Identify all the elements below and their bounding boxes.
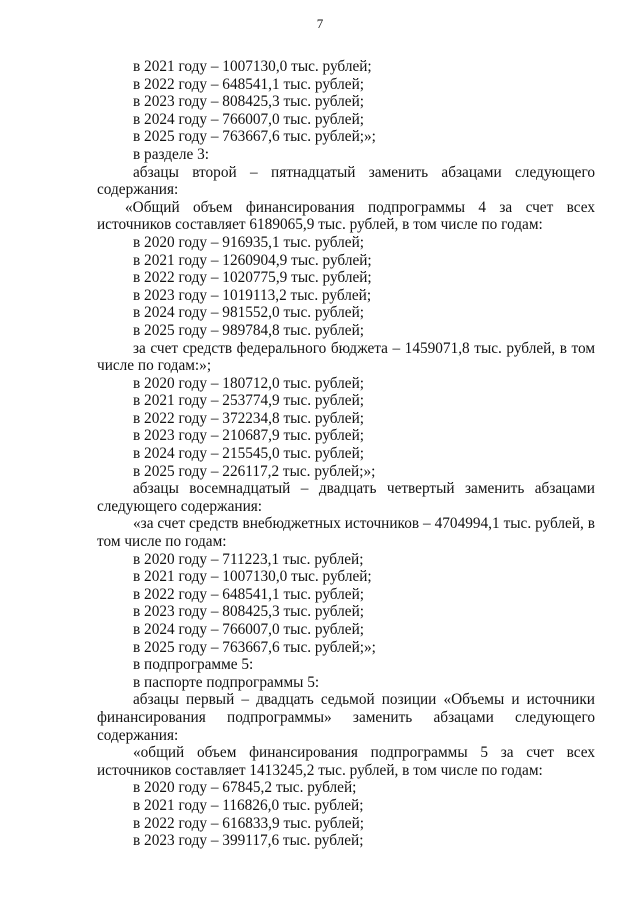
text-line: абзацы первый – двадцать седьмой позиции «Объемы и источники (133, 691, 595, 709)
text-line: в подпрограмме 5: (133, 656, 254, 674)
text-line: абзацы второй – пятнадцатый заменить абзацами следующего (133, 163, 595, 181)
text-line: в 2020 году – 67845,2 тыс. рублей; (133, 779, 357, 797)
text-line: за счет средств федерального бюджета – 1459071,8 тыс. рублей, в том (133, 339, 595, 357)
text-line: в 2024 году – 981552,0 тыс. рублей; (133, 304, 365, 322)
text-line: в 2023 году – 808425,3 тыс. рублей; (133, 603, 365, 621)
text-line: в 2021 году – 1007130,0 тыс. рублей; (133, 568, 372, 586)
text-line: в 2022 году – 372234,8 тыс. рублей; (133, 409, 365, 427)
text-line: абзацы восемнадцатый – двадцать четвертый заменить абзацами (133, 480, 595, 498)
text-line: в 2023 году – 210687,9 тыс. рублей; (133, 427, 365, 445)
text-line: в 2021 году – 253774,9 тыс. рублей; (133, 392, 365, 410)
text-line: в паспорте подпрограммы 5: (133, 673, 320, 691)
text-line: в 2022 году – 616833,9 тыс. рублей; (133, 814, 365, 832)
text-line: в 2022 году – 1020775,9 тыс. рублей; (133, 269, 372, 287)
text-line: в 2022 году – 648541,1 тыс. рублей; (133, 75, 365, 93)
text-line: в 2025 году – 226117,2 тыс. рублей;»; (133, 462, 376, 480)
text-line: в 2025 году – 763667,6 тыс. рублей;»; (133, 638, 376, 656)
text-line: источников составляет 1413245,2 тыс. рублей, в том числе по годам: (97, 761, 543, 779)
text-line: следующего содержания: (97, 497, 263, 515)
text-line: том числе по годам: (97, 533, 227, 551)
text-line: в 2024 году – 766007,0 тыс. рублей; (133, 621, 365, 638)
text-line: «общий объем финансирования подпрограммы 5 за счет всех (133, 744, 595, 762)
text-line: содержания: (97, 181, 179, 199)
text-line: в 2020 году – 180712,0 тыс. рублей; (133, 374, 365, 392)
text-line: в 2022 году – 648541,1 тыс. рублей; (133, 585, 365, 603)
text-line: в разделе 3: (133, 145, 209, 163)
text-line: в 2021 году – 1260904,9 тыс. рублей; (133, 251, 372, 269)
text-line: в 2025 году – 763667,6 тыс. рублей;»; (133, 128, 376, 146)
text-line: «за счет средств внебюджетных источников – 4704994,1 тыс. рублей, в (133, 515, 595, 533)
text-line: в 2023 году – 399117,6 тыс. рублей; (133, 832, 364, 850)
text-line: в 2021 году – 1007130,0 тыс. рублей; (133, 58, 372, 75)
text-line: «Общий объем финансирования подпрограммы 4 за счет всех (125, 198, 595, 216)
text-line: в 2021 году – 116826,0 тыс. рублей; (133, 796, 364, 814)
text-line: в 2025 году – 989784,8 тыс. рублей; (133, 321, 365, 339)
text-line: в 2023 году – 1019113,2 тыс. рублей; (133, 286, 372, 304)
text-line: в 2023 году – 808425,3 тыс. рублей; (133, 93, 365, 111)
text-line: в 2020 году – 711223,1 тыс. рублей; (133, 550, 364, 568)
text-line: финансирования подпрограммы» заменить абзацами следующего (97, 708, 595, 726)
document-body (97, 58, 595, 850)
text-line: в 2020 году – 916935,1 тыс. рублей; (133, 233, 365, 251)
text-line: источников составляет 6189065,9 тыс. рублей, в том числе по годам: (97, 216, 543, 234)
text-line: в 2024 году – 215545,0 тыс. рублей; (133, 445, 365, 463)
text-line: в 2024 году – 766007,0 тыс. рублей; (133, 110, 365, 128)
text-line: числе по годам:»; (97, 357, 212, 375)
text-line: содержания: (97, 726, 179, 744)
page-number: 7 (316, 16, 324, 31)
